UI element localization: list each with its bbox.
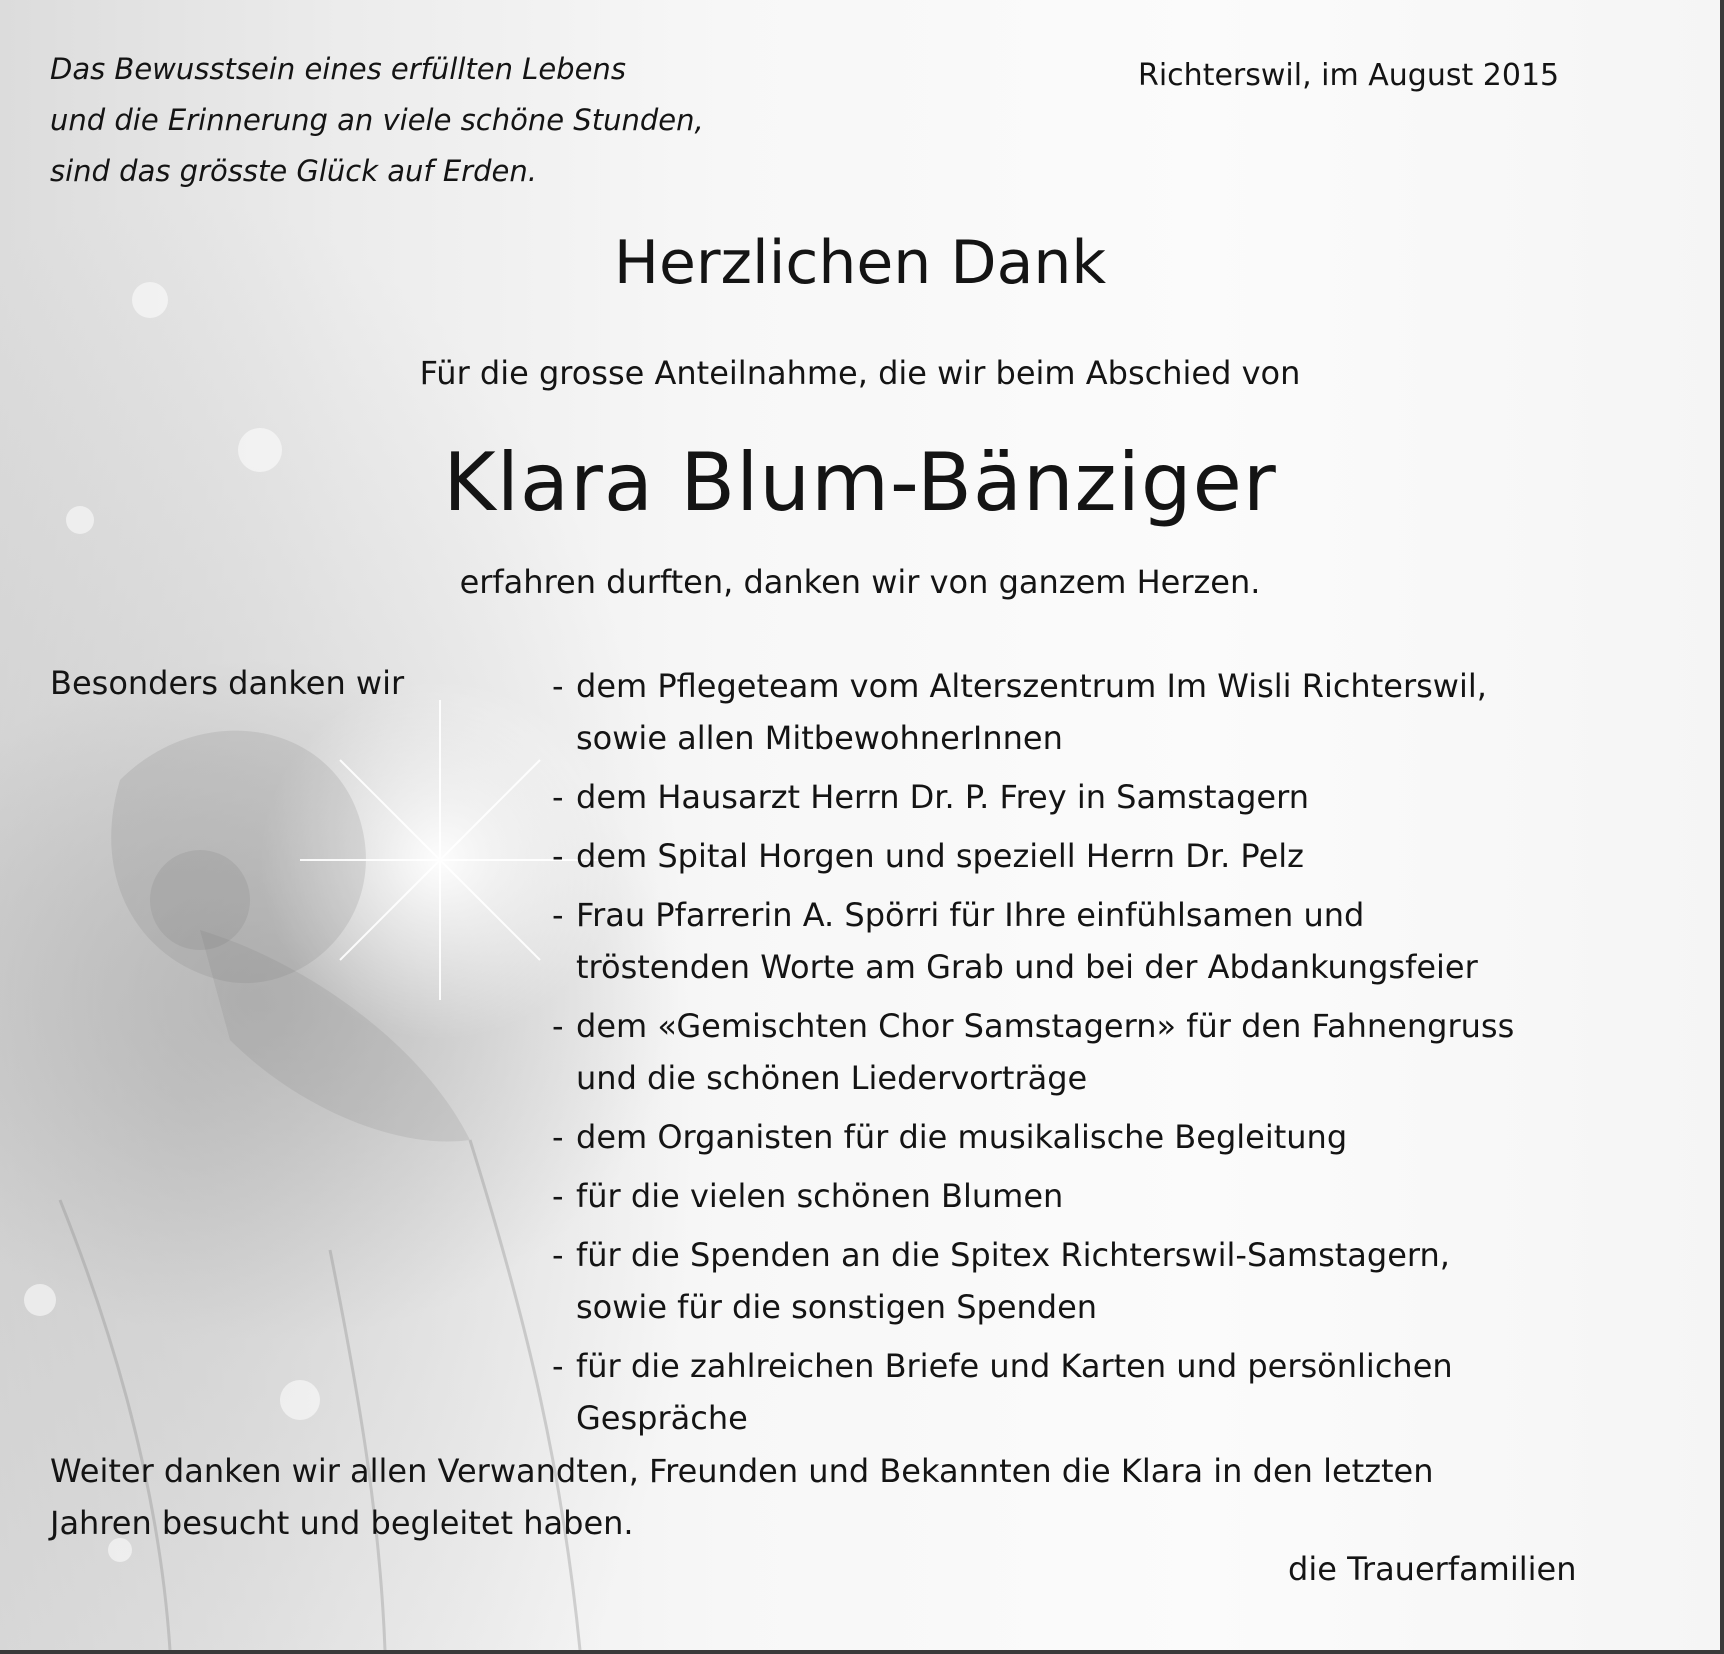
list-item-text: dem Organisten für die musikalische Begleitung: [576, 1118, 1348, 1156]
list-item: [552, 660, 1514, 764]
stem-lines: [60, 1140, 580, 1650]
list-item: [552, 1340, 1514, 1444]
motto-line: sind das grösste Glück auf Erden.: [50, 154, 537, 188]
dash-bullet: -: [552, 837, 564, 875]
motto-quote: [50, 44, 704, 197]
list-item-text: dem Pflegeteam vom Alterszentrum Im Wisli Richterswil,: [576, 667, 1487, 705]
dash-bullet: -: [552, 778, 564, 816]
list-item-text: für die vielen schönen Blumen: [576, 1177, 1064, 1215]
deceased-name: Klara Blum-Bänziger: [443, 436, 1277, 529]
thanks-list: [552, 660, 1514, 1451]
dash-bullet: -: [552, 1236, 564, 1274]
list-item: [552, 1170, 1514, 1222]
list-item: [552, 771, 1514, 823]
motto-line: und die Erinnerung an viele schöne Stunden,: [50, 103, 704, 137]
list-item: [552, 1111, 1514, 1163]
list-item: [552, 1229, 1514, 1333]
list-item-text: Frau Pfarrerin A. Spörri für Ihre einfühlsamen und: [576, 896, 1365, 934]
page-title: Herzlichen Dank: [613, 228, 1107, 298]
further-thanks-line: Weiter danken wir allen Verwandten, Freunden und Bekannten die Klara in den letzten: [50, 1452, 1434, 1490]
motto-line: Das Bewusstsein eines erfüllten Lebens: [50, 52, 626, 86]
list-item-text: für die zahlreichen Briefe und Karten und persönlichen: [576, 1347, 1453, 1385]
further-thanks-line: Jahren besucht und begleitet haben.: [50, 1504, 634, 1542]
outro-text: erfahren durften, danken wir von ganzem Herzen.: [459, 563, 1261, 601]
signature: die Trauerfamilien: [1288, 1550, 1577, 1588]
poppy-flower-shape: [111, 731, 470, 1142]
special-thanks-label: Besonders danken wir: [50, 664, 405, 702]
list-item-text-continued: sowie allen MitbewohnerInnen: [576, 719, 1063, 757]
dash-bullet: -: [552, 1118, 564, 1156]
dash-bullet: -: [552, 667, 564, 705]
list-item-text-continued: tröstenden Worte am Grab und bei der Abdankungsfeier: [576, 948, 1478, 986]
list-item-text-continued: und die schönen Liedervorträge: [576, 1059, 1088, 1097]
list-item-text: dem Hausarzt Herrn Dr. P. Frey in Samstagern: [576, 778, 1309, 816]
further-thanks: [50, 1445, 1650, 1549]
dash-bullet: -: [552, 896, 564, 934]
list-item-text: dem «Gemischten Chor Samstagern» für den Fahnengruss: [576, 1007, 1515, 1045]
dash-bullet: -: [552, 1177, 564, 1215]
list-item-text-continued: sowie für die sonstigen Spenden: [576, 1288, 1098, 1326]
dash-bullet: -: [552, 1347, 564, 1385]
list-item: [552, 830, 1514, 882]
place-date: Richterswil, im August 2015: [1138, 58, 1560, 93]
dash-bullet: -: [552, 1007, 564, 1045]
list-item: [552, 889, 1514, 993]
list-item: [552, 1000, 1514, 1104]
list-item-text-continued: Gespräche: [576, 1399, 748, 1437]
list-item-text: für die Spenden an die Spitex Richterswil-Samstagern,: [576, 1236, 1450, 1274]
list-item-text: dem Spital Horgen und speziell Herrn Dr. Pelz: [576, 837, 1304, 875]
intro-text: Für die grosse Anteilnahme, die wir beim Abschied von: [419, 354, 1301, 392]
